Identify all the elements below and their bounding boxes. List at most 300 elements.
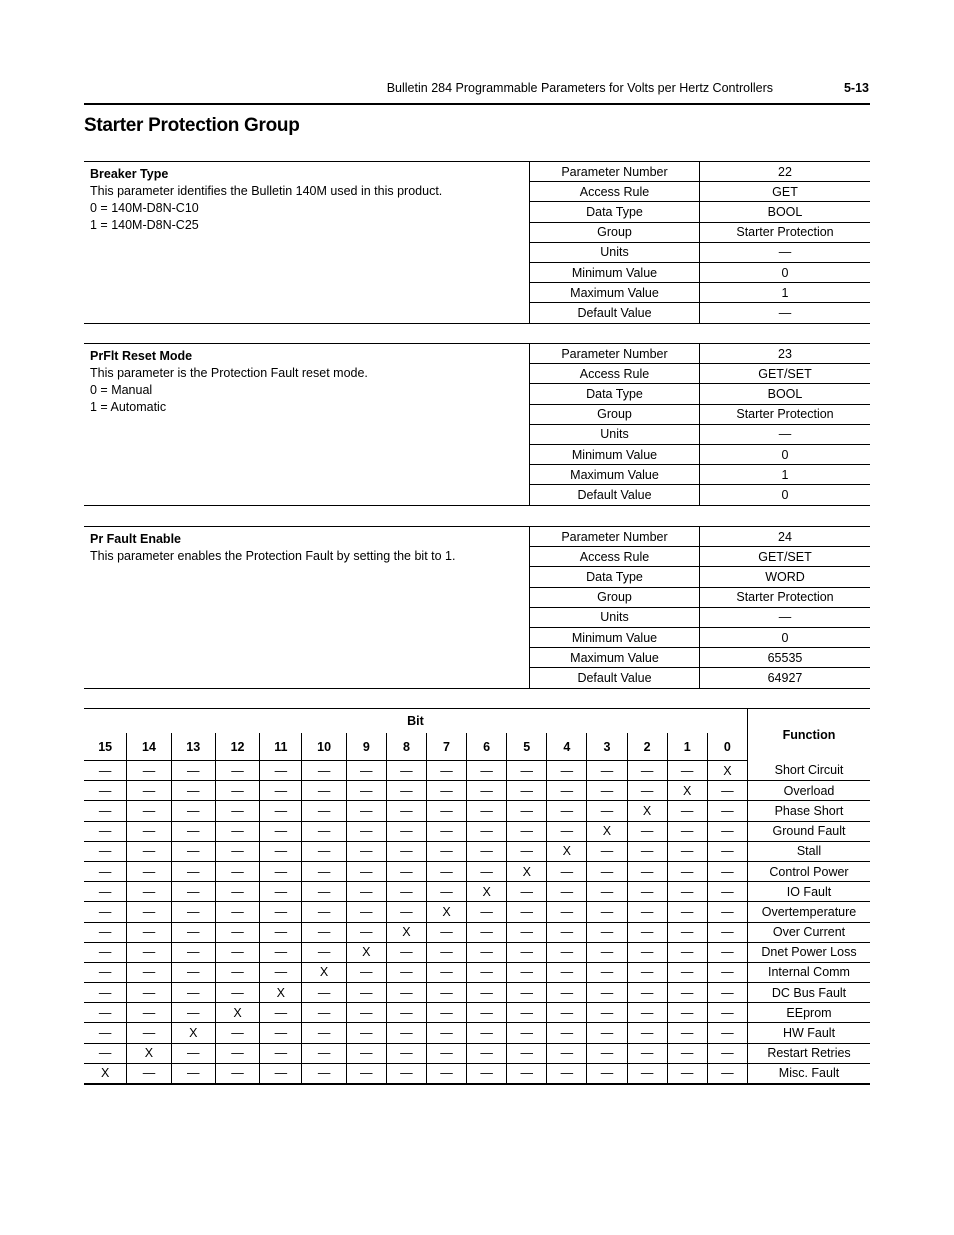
attribute-row: [530, 424, 871, 444]
attribute-row: [530, 648, 871, 668]
bit-dash: —: [507, 821, 547, 841]
bit-dash: —: [707, 1043, 747, 1063]
bit-dash: —: [667, 841, 707, 861]
table-row: [84, 801, 870, 821]
bit-dash: —: [627, 861, 667, 881]
bit-dash: —: [587, 861, 627, 881]
page-header: [84, 79, 870, 105]
attribute-label: Access Rule: [530, 364, 700, 384]
bit-dash: —: [667, 962, 707, 982]
bit-dash: —: [627, 1023, 667, 1043]
table-row: [84, 983, 870, 1003]
bit-dash: —: [667, 1003, 707, 1023]
attribute-value: 24: [700, 527, 871, 547]
bit-dash: —: [507, 761, 547, 781]
bit-dash: —: [547, 942, 587, 962]
parameter-description: [90, 166, 520, 234]
bit-number: 15: [84, 733, 127, 761]
bit-dash: —: [426, 922, 466, 942]
bit-mark: X: [627, 801, 667, 821]
bit-dash: —: [215, 761, 259, 781]
attribute-label: Maximum Value: [530, 283, 700, 303]
bit-dash: —: [302, 1063, 346, 1084]
bit-dash: —: [467, 861, 507, 881]
bit-dash: —: [627, 841, 667, 861]
function-name: Overload: [748, 781, 871, 801]
bit-dash: —: [627, 1063, 667, 1084]
bit-dash: —: [260, 1003, 302, 1023]
attribute-label: Default Value: [530, 485, 700, 505]
bit-dash: —: [467, 841, 507, 861]
parameter-name: Pr Fault Enable: [90, 532, 181, 546]
attribute-label: Parameter Number: [530, 344, 700, 364]
bit-dash: —: [302, 882, 346, 902]
bit-dash: —: [127, 1003, 171, 1023]
bit-dash: —: [507, 1003, 547, 1023]
bit-dash: —: [587, 781, 627, 801]
attribute-label: Group: [530, 222, 700, 242]
attribute-value: WORD: [700, 567, 871, 587]
attribute-row: [530, 344, 871, 364]
bit-mark: X: [507, 861, 547, 881]
bit-dash: —: [84, 882, 127, 902]
bit-dash: —: [171, 781, 215, 801]
attribute-row: [530, 242, 871, 262]
function-name: Dnet Power Loss: [748, 942, 871, 962]
bit-dash: —: [260, 801, 302, 821]
bit-dash: —: [547, 1023, 587, 1043]
bit-dash: —: [547, 1043, 587, 1063]
bit-mark: X: [707, 761, 747, 781]
bit-dash: —: [667, 1023, 707, 1043]
bit-dash: —: [346, 801, 386, 821]
bit-dash: —: [215, 781, 259, 801]
bit-number: 0: [707, 733, 747, 761]
bit-dash: —: [426, 781, 466, 801]
bit-dash: —: [302, 983, 346, 1003]
bit-number: 4: [547, 733, 587, 761]
bit-dash: —: [302, 1043, 346, 1063]
bit-dash: —: [302, 761, 346, 781]
bit-dash: —: [127, 821, 171, 841]
bit-dash: —: [386, 861, 426, 881]
parameter-block: [84, 161, 870, 324]
bit-dash: —: [627, 983, 667, 1003]
bit-dash: —: [171, 1043, 215, 1063]
bit-dash: —: [171, 761, 215, 781]
bit-dash: —: [260, 882, 302, 902]
bit-number: 14: [127, 733, 171, 761]
bit-dash: —: [547, 821, 587, 841]
bit-dash: —: [260, 841, 302, 861]
bit-dash: —: [426, 983, 466, 1003]
bit-dash: —: [507, 1043, 547, 1063]
bit-dash: —: [127, 1063, 171, 1084]
bit-dash: —: [426, 841, 466, 861]
bit-number: 1: [667, 733, 707, 761]
bit-number: 11: [260, 733, 302, 761]
attribute-value: 0: [700, 627, 871, 647]
bit-dash: —: [260, 922, 302, 942]
bit-dash: —: [215, 1023, 259, 1043]
bit-dash: —: [547, 1063, 587, 1084]
bit-rows: [84, 761, 870, 1085]
attribute-value: GET/SET: [700, 547, 871, 567]
bit-dash: —: [467, 1043, 507, 1063]
bit-dash: —: [547, 902, 587, 922]
bit-number: 5: [507, 733, 547, 761]
bit-number: 2: [627, 733, 667, 761]
attribute-value: Starter Protection: [700, 404, 871, 424]
function-name: Control Power: [748, 861, 871, 881]
bit-dash: —: [547, 781, 587, 801]
bit-dash: —: [346, 1023, 386, 1043]
bit-dash: —: [707, 1063, 747, 1084]
bit-dash: —: [171, 861, 215, 881]
bit-dash: —: [627, 761, 667, 781]
bit-dash: —: [302, 1003, 346, 1023]
bit-dash: —: [386, 962, 426, 982]
bit-dash: —: [260, 942, 302, 962]
bit-mark: X: [171, 1023, 215, 1043]
table-row: [84, 942, 870, 962]
bit-dash: —: [84, 801, 127, 821]
bit-dash: —: [627, 781, 667, 801]
bit-dash: —: [507, 962, 547, 982]
bit-dash: —: [547, 922, 587, 942]
function-caption: Function: [748, 709, 871, 761]
attribute-value: 1: [700, 465, 871, 485]
bit-mark: X: [547, 841, 587, 861]
bit-dash: —: [587, 1003, 627, 1023]
bit-dash: —: [467, 962, 507, 982]
bit-dash: —: [386, 1003, 426, 1023]
bit-dash: —: [346, 983, 386, 1003]
attribute-row: [530, 262, 871, 282]
bit-dash: —: [507, 801, 547, 821]
bit-dash: —: [707, 1023, 747, 1043]
bit-dash: —: [467, 902, 507, 922]
bit-dash: —: [260, 781, 302, 801]
bit-dash: —: [84, 821, 127, 841]
bit-dash: —: [707, 861, 747, 881]
bit-dash: —: [171, 942, 215, 962]
bit-dash: —: [547, 962, 587, 982]
description-line: This parameter identifies the Bulletin 140M used in this product.: [90, 184, 443, 198]
bit-dash: —: [507, 841, 547, 861]
bit-dash: —: [302, 922, 346, 942]
table-row: [84, 861, 870, 881]
function-name: Misc. Fault: [748, 1063, 871, 1084]
bit-dash: —: [587, 922, 627, 942]
bit-dash: —: [346, 1003, 386, 1023]
bit-dash: —: [587, 841, 627, 861]
bit-dash: —: [215, 983, 259, 1003]
attribute-label: Default Value: [530, 668, 700, 688]
bit-dash: —: [127, 983, 171, 1003]
bit-dash: —: [260, 761, 302, 781]
parameter-attributes-table: [529, 162, 870, 323]
attribute-value: GET: [700, 182, 871, 202]
bit-dash: —: [386, 841, 426, 861]
description-line: 0 = Manual: [90, 383, 153, 397]
bit-dash: —: [707, 841, 747, 861]
bit-dash: —: [386, 983, 426, 1003]
bit-dash: —: [507, 942, 547, 962]
bit-dash: —: [302, 1023, 346, 1043]
table-row: [84, 841, 870, 861]
bit-dash: —: [346, 861, 386, 881]
bit-dash: —: [171, 882, 215, 902]
attribute-row: [530, 567, 871, 587]
bit-dash: —: [215, 861, 259, 881]
bit-dash: —: [127, 942, 171, 962]
attribute-row: [530, 587, 871, 607]
bit-dash: —: [302, 861, 346, 881]
attribute-row: [530, 485, 871, 505]
bit-dash: —: [386, 1043, 426, 1063]
attribute-row: [530, 465, 871, 485]
bit-number: 7: [426, 733, 466, 761]
bit-dash: —: [127, 882, 171, 902]
bit-dash: —: [547, 801, 587, 821]
attribute-value: 0: [700, 262, 871, 282]
bit-dash: —: [627, 902, 667, 922]
bit-dash: —: [386, 902, 426, 922]
function-name: HW Fault: [748, 1023, 871, 1043]
bit-dash: —: [667, 761, 707, 781]
attribute-value: 1: [700, 283, 871, 303]
bit-dash: —: [707, 902, 747, 922]
bit-number: 8: [386, 733, 426, 761]
bit-dash: —: [215, 942, 259, 962]
description-line: This parameter enables the Protection Fault by setting the bit to 1.: [90, 549, 456, 563]
attribute-label: Data Type: [530, 567, 700, 587]
attribute-value: 0: [700, 444, 871, 464]
function-name: EEprom: [748, 1003, 871, 1023]
function-name: DC Bus Fault: [748, 983, 871, 1003]
bit-dash: —: [215, 841, 259, 861]
attribute-label: Units: [530, 607, 700, 627]
table-row: [84, 882, 870, 902]
bit-dash: —: [127, 761, 171, 781]
bit-dash: —: [707, 781, 747, 801]
function-name: Overtemperature: [748, 902, 871, 922]
bit-dash: —: [215, 1063, 259, 1084]
attribute-value: BOOL: [700, 202, 871, 222]
bit-dash: —: [667, 902, 707, 922]
attribute-label: Minimum Value: [530, 627, 700, 647]
bit-dash: —: [346, 841, 386, 861]
attribute-label: Access Rule: [530, 547, 700, 567]
bit-dash: —: [386, 821, 426, 841]
bit-function-table: [84, 708, 870, 1085]
bit-dash: —: [171, 821, 215, 841]
attribute-row: [530, 303, 871, 323]
table-row: [84, 902, 870, 922]
bit-dash: —: [426, 882, 466, 902]
attribute-value: —: [700, 242, 871, 262]
bit-dash: —: [386, 761, 426, 781]
bit-dash: —: [426, 1003, 466, 1023]
bit-dash: —: [84, 1003, 127, 1023]
attribute-value: BOOL: [700, 384, 871, 404]
bit-mark: X: [346, 942, 386, 962]
bit-dash: —: [507, 902, 547, 922]
bit-dash: —: [587, 1023, 627, 1043]
bit-dash: —: [260, 1043, 302, 1063]
bit-dash: —: [127, 902, 171, 922]
bit-dash: —: [426, 942, 466, 962]
function-name: Phase Short: [748, 801, 871, 821]
bit-dash: —: [386, 801, 426, 821]
bit-dash: —: [707, 983, 747, 1003]
parameter-attributes-table: [529, 344, 870, 505]
bit-mark: X: [100, 1066, 110, 1081]
bit-dash: —: [507, 922, 547, 942]
bit-mark: X: [386, 922, 426, 942]
bit-dash: —: [467, 983, 507, 1003]
bit-dash: —: [84, 942, 127, 962]
bit-dash: —: [127, 922, 171, 942]
bit-dash: —: [547, 882, 587, 902]
bit-dash: —: [587, 761, 627, 781]
bit-mark: X: [426, 902, 466, 922]
bit-dash: —: [171, 1003, 215, 1023]
bit-dash: —: [171, 983, 215, 1003]
bit-dash: —: [587, 882, 627, 902]
bit-dash: —: [467, 1003, 507, 1023]
bit-dash: —: [386, 781, 426, 801]
bit-dash: —: [667, 922, 707, 942]
bit-dash: —: [507, 781, 547, 801]
bit-number: 13: [171, 733, 215, 761]
attribute-label: Data Type: [530, 384, 700, 404]
table-row: [84, 962, 870, 982]
description-line: 1 = Automatic: [90, 400, 167, 414]
bit-dash: —: [587, 942, 627, 962]
bit-dash: —: [547, 761, 587, 781]
bit-dash: —: [467, 821, 507, 841]
bit-dash: —: [587, 1043, 627, 1063]
bit-dash: —: [467, 781, 507, 801]
bit-dash: —: [547, 1003, 587, 1023]
bit-mark: X: [215, 1003, 259, 1023]
bulletin-title: Bulletin 284 Programmable Parameters for Volts per Hertz Controllers: [386, 81, 773, 95]
bit-dash: —: [667, 942, 707, 962]
bit-dash: —: [587, 801, 627, 821]
attribute-value: 23: [700, 344, 871, 364]
bit-dash: —: [547, 861, 587, 881]
table-row: [84, 1003, 870, 1023]
bit-dash: —: [302, 841, 346, 861]
bit-dash: —: [667, 983, 707, 1003]
bit-dash: —: [587, 962, 627, 982]
function-name: Internal Comm: [748, 962, 871, 982]
attribute-value: —: [700, 607, 871, 627]
bit-dash: —: [507, 882, 547, 902]
bit-dash: —: [346, 962, 386, 982]
attribute-value: —: [700, 424, 871, 444]
bit-dash: —: [171, 902, 215, 922]
bit-dash: —: [260, 1023, 302, 1043]
bit-dash: —: [707, 942, 747, 962]
table-row: [84, 781, 870, 801]
bit-dash: —: [386, 882, 426, 902]
bit-dash: —: [302, 942, 346, 962]
bit-dash: —: [707, 922, 747, 942]
table-row: [84, 1063, 870, 1084]
bit-dash: —: [667, 821, 707, 841]
bit-dash: —: [426, 1043, 466, 1063]
page-number: 5-13: [843, 81, 869, 95]
bit-dash: —: [127, 841, 171, 861]
attribute-value: Starter Protection: [700, 587, 871, 607]
bit-dash: —: [467, 1023, 507, 1043]
bit-dash: —: [84, 1023, 127, 1043]
bit-dash: —: [507, 983, 547, 1003]
attribute-row: [530, 364, 871, 384]
bit-dash: —: [627, 922, 667, 942]
bit-dash: —: [467, 761, 507, 781]
bit-mark: X: [260, 983, 302, 1003]
bit-dash: —: [667, 882, 707, 902]
bit-dash: —: [260, 902, 302, 922]
parameter-attributes-table: [529, 527, 870, 688]
bit-dash: —: [587, 902, 627, 922]
bit-dash: —: [127, 781, 171, 801]
bit-number: 6: [467, 733, 507, 761]
attribute-value: GET/SET: [700, 364, 871, 384]
bit-dash: —: [426, 1063, 466, 1084]
bit-dash: —: [260, 962, 302, 982]
attribute-row: [530, 547, 871, 567]
table-row: [84, 1043, 870, 1063]
description-line: 1 = 140M-D8N-C25: [90, 218, 199, 232]
attribute-value: —: [700, 303, 871, 323]
function-name: Over Current: [748, 922, 871, 942]
bit-dash: —: [84, 861, 127, 881]
bit-dash: —: [260, 821, 302, 841]
bit-caption: Bit: [407, 714, 424, 728]
attribute-label: Parameter Number: [530, 527, 700, 547]
attribute-label: Group: [530, 404, 700, 424]
table-row: [84, 821, 870, 841]
bit-dash: —: [171, 962, 215, 982]
bit-dash: —: [84, 781, 127, 801]
attribute-value: Starter Protection: [700, 222, 871, 242]
bit-dash: —: [302, 821, 346, 841]
table-row: [84, 761, 870, 781]
bit-dash: —: [386, 1063, 426, 1084]
parameter-name: PrFlt Reset Mode: [90, 349, 193, 363]
bit-dash: —: [587, 1063, 627, 1084]
attribute-row: [530, 527, 871, 547]
bit-dash: —: [346, 821, 386, 841]
bit-dash: —: [707, 1003, 747, 1023]
parameter-block: [84, 526, 870, 689]
section-title: Starter Protection Group: [84, 115, 300, 136]
bit-dash: —: [302, 902, 346, 922]
attribute-row: [530, 283, 871, 303]
attribute-label: Minimum Value: [530, 444, 700, 464]
bit-dash: —: [426, 861, 466, 881]
parameter-block: [84, 343, 870, 506]
attribute-value: 0: [700, 485, 871, 505]
attribute-value: 65535: [700, 648, 871, 668]
function-name: Stall: [748, 841, 871, 861]
bit-mark: X: [467, 882, 507, 902]
